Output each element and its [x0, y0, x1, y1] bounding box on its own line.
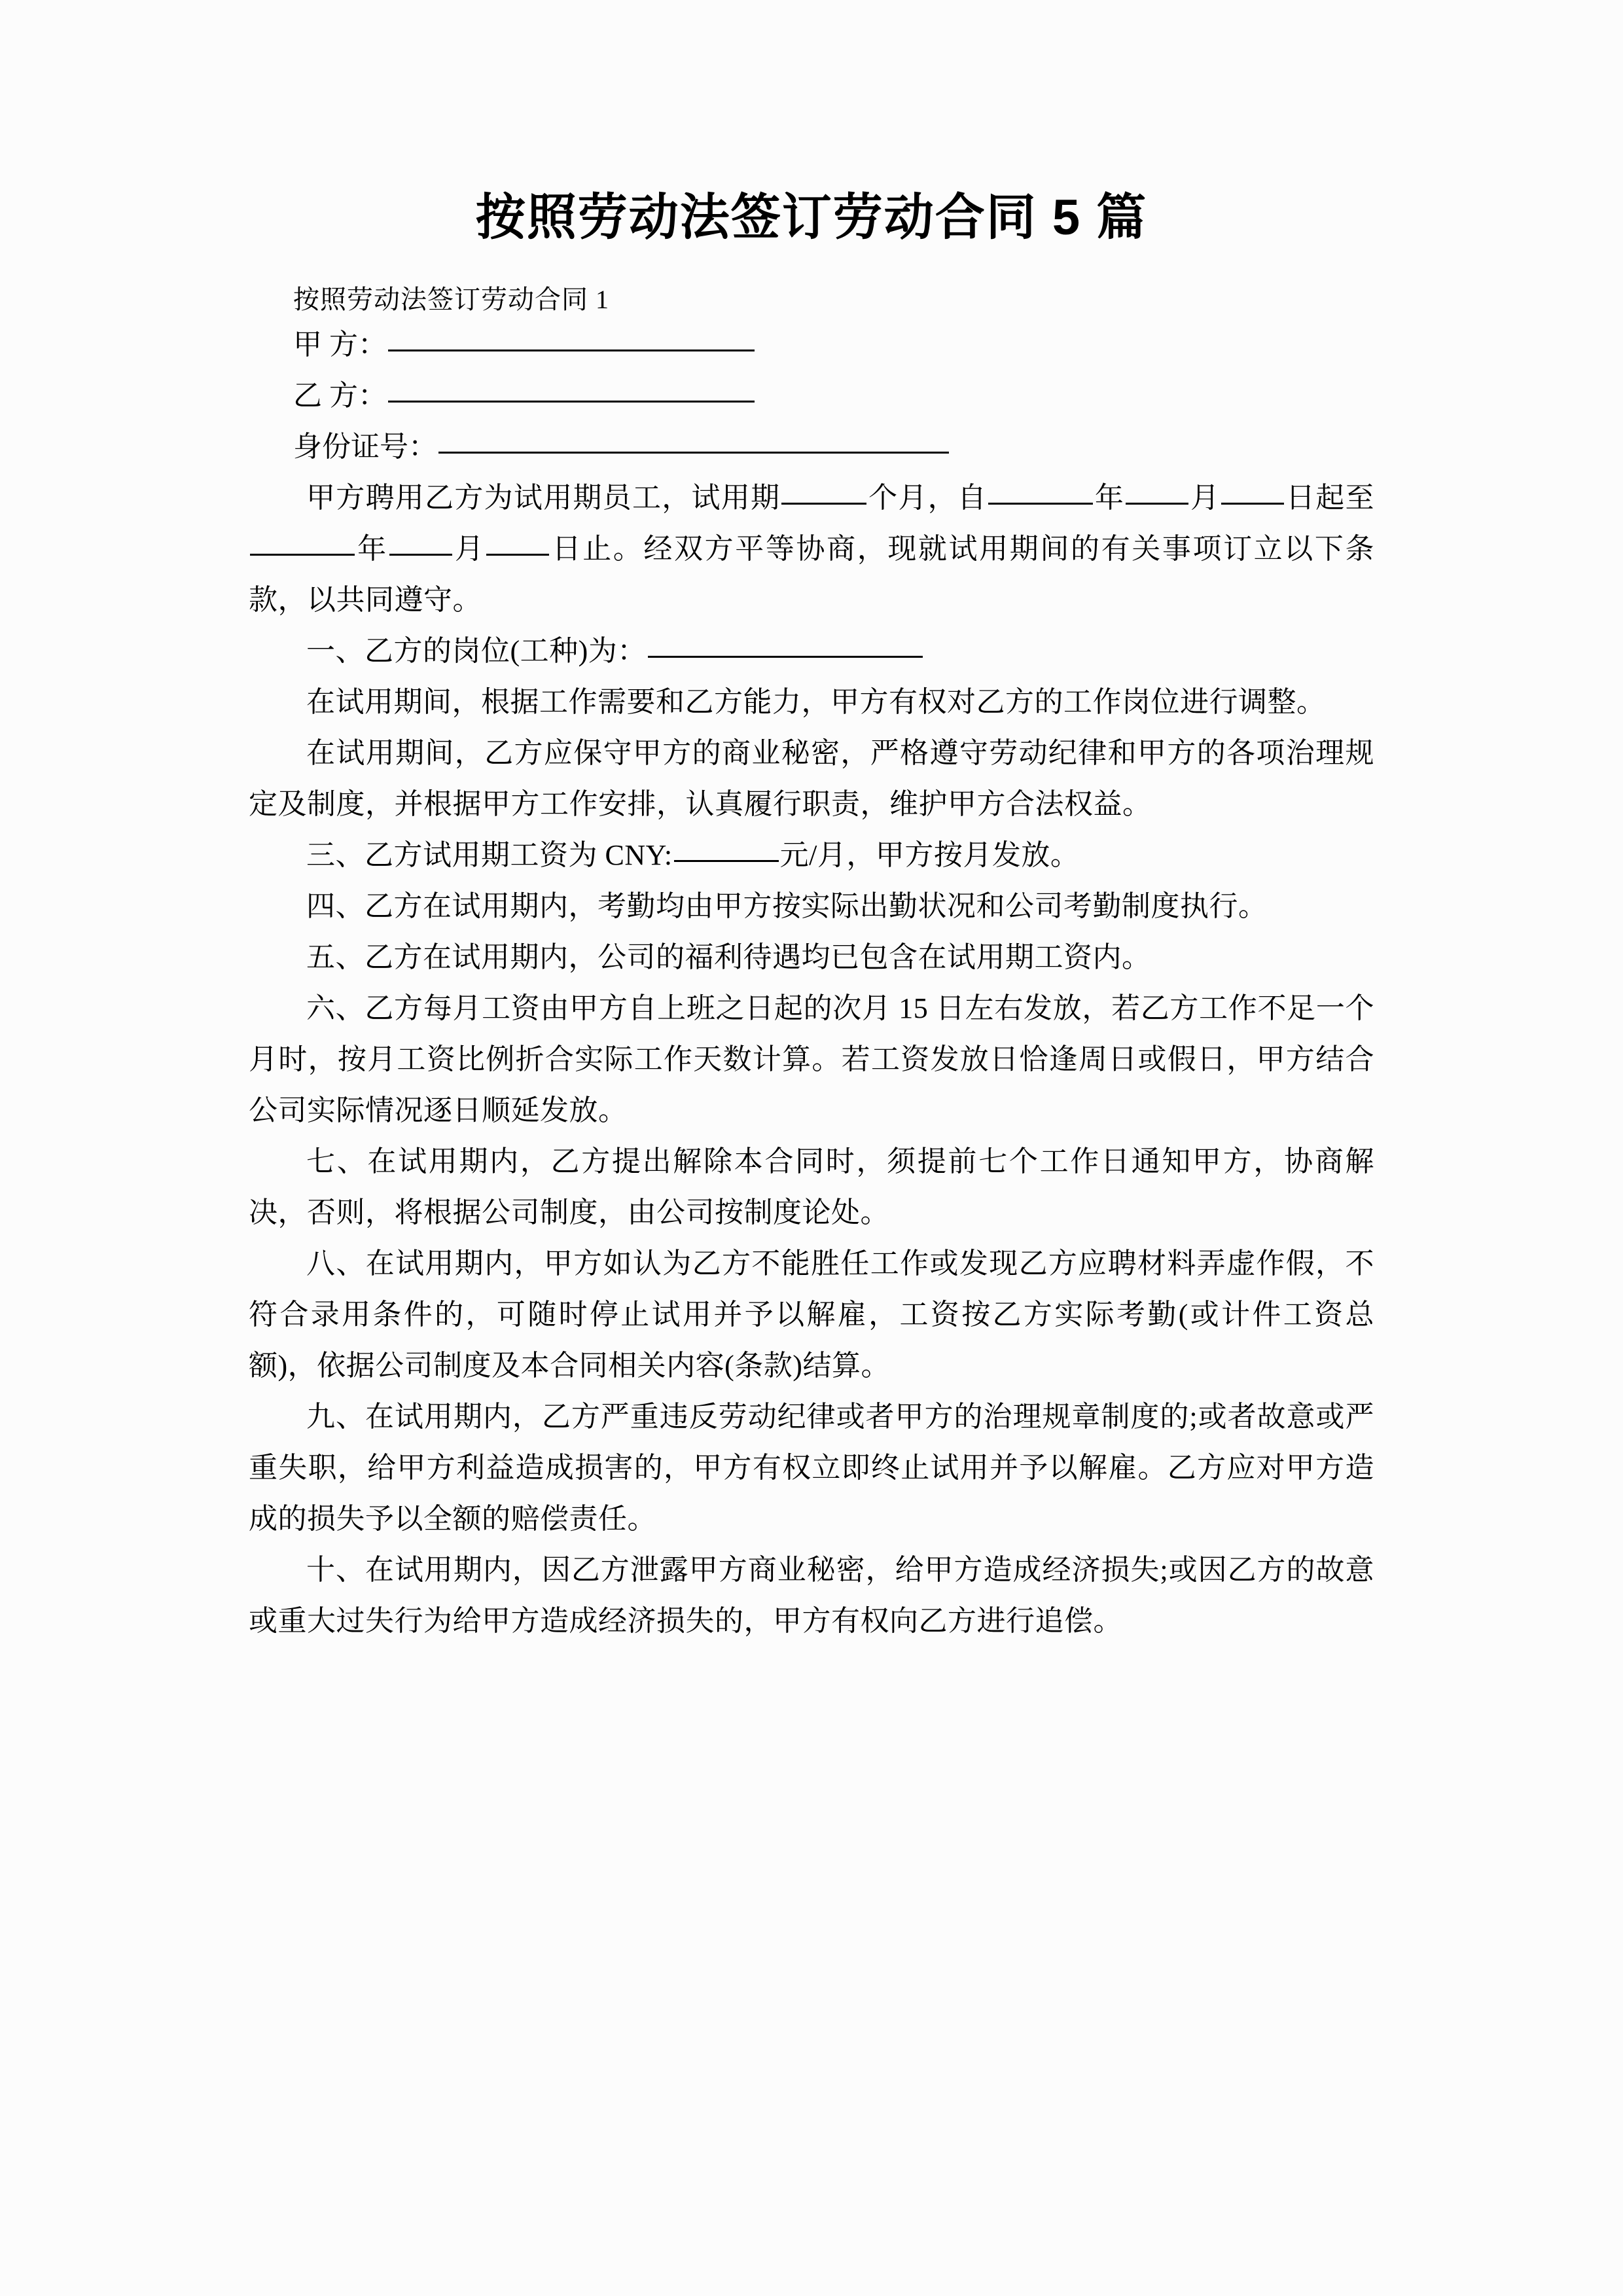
article-3-salary-blank[interactable]	[674, 860, 779, 862]
article-4-number: 四、	[306, 890, 365, 922]
preamble-segment-6: 年	[356, 533, 388, 565]
article-1-number: 一、	[306, 635, 365, 667]
preamble-segment-1: 甲方聘用乙方为试用期员工，试用期	[306, 482, 781, 514]
article-6-number: 六、	[306, 992, 365, 1024]
article-4	[249, 881, 1374, 932]
article-8-number: 八、	[306, 1247, 366, 1280]
document-content	[249, 0, 1374, 1647]
article-7	[249, 1136, 1374, 1238]
party-a-label: 甲 方：	[293, 329, 387, 361]
end-year-blank[interactable]	[250, 554, 355, 556]
article-3-trailing: 元/月，甲方按月发放。	[779, 839, 1080, 871]
article-3-lead: 乙方试用期工资为 CNY:	[365, 839, 673, 871]
article-10	[249, 1545, 1374, 1647]
start-month-blank[interactable]	[1126, 503, 1188, 505]
preamble-segment-5: 日起至	[1285, 482, 1375, 514]
field-party-a	[249, 319, 1374, 370]
article-9-lead: 在试用期内，乙方严重违反劳动纪律或者甲方的治理规章制度的;或者故意或严重失职，给甲方利益造成损害的，甲方有权立即终止试用并予以解雇。乙方应对甲方造成的损失予以全额的赔偿责任。	[249, 1401, 1374, 1535]
article-10-lead: 在试用期内，因乙方泄露甲方商业秘密，给甲方造成经济损失;或因乙方的故意或重大过失行为给甲方造成经济损失的，甲方有权向乙方进行追偿。	[249, 1554, 1374, 1637]
article-3-number: 三、	[306, 839, 365, 871]
probation-months-blank[interactable]	[781, 503, 866, 505]
article-6	[249, 983, 1374, 1136]
article-1-lead: 乙方的岗位(工种)为：	[365, 635, 647, 667]
id-number-blank[interactable]	[438, 452, 949, 454]
article-1-body: 在试用期间，根据工作需要和乙方能力，甲方有权对乙方的工作岗位进行调整。	[306, 686, 1326, 718]
article-5	[249, 932, 1374, 983]
party-a-blank[interactable]	[388, 350, 755, 351]
start-year-blank[interactable]	[988, 503, 1093, 505]
preamble-segment-2: 个月，自	[868, 482, 988, 514]
article-7-lead: 在试用期内，乙方提出解除本合同时，须提前七个工作日通知甲方，协商解决，否则，将根据公司制度，由公司按制度论处。	[249, 1145, 1375, 1229]
document-subtitle: 按照劳动法签订劳动合同 1	[293, 285, 609, 314]
preamble-segment-4: 月	[1190, 482, 1221, 514]
article-6-lead: 乙方每月工资由甲方自上班之日起的次月 15 日左右发放，若乙方工作不足一个月时，按月工资比例折合实际工作天数计算。若工资发放日恰逢周日或假日，甲方结合公司实际情况逐日顺延发放。	[249, 992, 1375, 1126]
article-1	[249, 626, 1374, 677]
end-month-blank[interactable]	[389, 554, 452, 556]
article-5-lead: 乙方在试用期内，公司的福利待遇均已包含在试用期工资内。	[365, 941, 1151, 973]
article-9-number: 九、	[306, 1401, 365, 1433]
article-5-number: 五、	[306, 941, 365, 973]
preamble-segment-7: 月	[453, 533, 486, 565]
article-9	[249, 1391, 1374, 1545]
article-4-lead: 乙方在试用期内，考勤均由甲方按实际出勤状况和公司考勤制度执行。	[365, 890, 1268, 922]
field-id-number	[249, 422, 1374, 473]
preamble-segment-8: 日止。经双方平等协商，现就试用期间的有关事项订立以下条款，以共同遵守。	[249, 533, 1375, 616]
article-10-number: 十、	[306, 1554, 365, 1586]
preamble-segment-3: 年	[1094, 482, 1125, 514]
article-7-number: 七、	[306, 1145, 368, 1177]
article-8-lead: 在试用期内，甲方如认为乙方不能胜任工作或发现乙方应聘材料弄虚作假，不符合录用条件的，可随时停止试用并予以解雇，工资按乙方实际考勤(或计件工资总额)，依据公司制度及本合同相关内容(条款)结算。	[249, 1247, 1375, 1382]
article-1-position-blank[interactable]	[648, 656, 923, 658]
party-b-blank[interactable]	[388, 401, 755, 403]
field-party-b	[249, 370, 1374, 422]
party-b-label: 乙 方：	[293, 380, 387, 412]
start-day-blank[interactable]	[1221, 503, 1284, 505]
page-title: 按照劳动法签订劳动合同 5 篇	[475, 190, 1148, 245]
article-8	[249, 1238, 1374, 1391]
id-number-label: 身份证号：	[293, 431, 437, 463]
end-day-blank[interactable]	[486, 554, 549, 556]
preamble-paragraph	[249, 473, 1374, 626]
article-3	[249, 830, 1374, 881]
article-2: 在试用期间，乙方应保守甲方的商业秘密，严格遵守劳动纪律和甲方的各项治理规定及制度，并根据甲方工作安排，认真履行职责，维护甲方合法权益。	[249, 737, 1374, 820]
